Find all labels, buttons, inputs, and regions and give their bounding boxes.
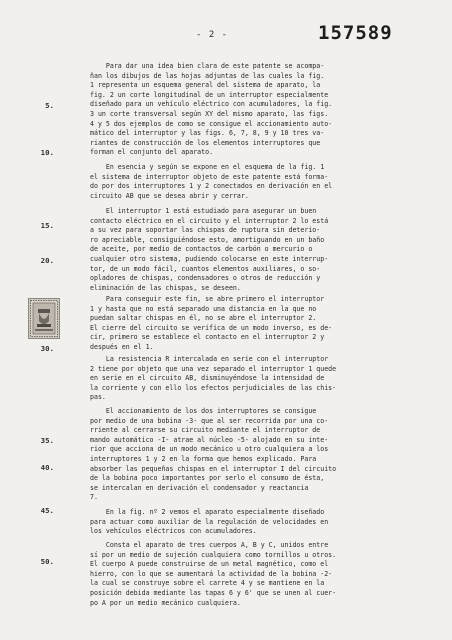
line-number-30: 30. bbox=[40, 344, 54, 353]
line-number-35: 35. bbox=[40, 436, 54, 445]
paragraph-5: La resistencia R intercalada en serie con el interruptor 2 tiene por objeto que una vez separado el interruptor 1 quede en serie en el circuito AB, disminuyéndose la intensidad de la corriente y con ello los efectos perjudiciales de las chis- pas. bbox=[90, 355, 337, 402]
page-number: - 2 - bbox=[196, 30, 229, 40]
line-number-10: 10. bbox=[40, 148, 54, 157]
paragraph-7: En la fig. nº 2 vemos el aparato especialmente diseñado para actuar como auxiliar de la regulación de velocidades en los vehículos eléctricos con acumuladores. bbox=[90, 508, 329, 536]
line-number-20: 20. bbox=[40, 256, 54, 265]
paragraph-4: Para conseguir este fin, se abre primero el interruptor 1 y hasta que no está separado una distancia en la que no puedan saltar chispas en él, no se abre el interruptor 2. El cierre del circuito se verifica de un modo inverso, es de- cir, primero se establece el contacto en el interruptor 2 y después en el 1. bbox=[90, 295, 333, 351]
paragraph-6: El accionamiento de los dos interruptores se consigue por medio de una bobina -3- que al ser recorrida por una co- rriente al cerrarse su circuito mediante el interruptor de mando automático -I- atrae al núcleo -5- alojado en su inte- rior que acciona de un modo mecánico u otro cualquiera a los interruptores 1 y 2 en la forma que hemos explicado. Para absorber las pequeñas chispas en el interruptor I del circuito de la bobina poco importantes por serlo el consumo de ésta, se intercalan en derivación el condensador y reactancia 7. bbox=[90, 407, 337, 502]
document-number: 157589 bbox=[318, 22, 393, 44]
line-number-5: 5. bbox=[45, 101, 54, 110]
line-number-15: 15. bbox=[40, 221, 54, 230]
line-number-40: 40. bbox=[40, 463, 54, 472]
stamp-image bbox=[29, 299, 59, 338]
paragraph-1: Para dar una idea bien clara de este patente se acompa- ñan los dibujos de las hojas adjuntas de las cuales la fig. 1 representa un esquema general del sistema de aparato, la fig. 2 un corte longitudinal de un interruptor especialmente diseñado para un vehículo eléctrico con acumuladores, la fig. 3 un corte transversal según XY del mismo aparato, las figs. 4 y 5 dos ejemplos de como se consigue el accionamiento auto- mático del interruptor y las figs. 6, 7, 8, 9 y 10 tres va- riantes de construcción de los elementos interruptores que forman el conjunto del aparato. bbox=[90, 62, 333, 157]
paragraph-8: Consta el aparato de tres cuerpos A, B y C, unidos entre sí por un medio de sujeción cualquiera como tornillos u otros. El cuerpo A puede construirse de un metal magnético, como el hierro, con lo que se aumentará la actividad de la bobina -2- la cual se construye sobre el carrete 4 y se mantiene en la posición debida mediante las tapas 6 y 6' que se unen al cuer- po A por un medio mecánico cualquiera. bbox=[90, 541, 337, 607]
revenue-stamp bbox=[28, 298, 60, 339]
line-number-45: 45. bbox=[40, 506, 54, 515]
paragraph-2: En esencia y según se expone en el esquema de la fig. 1 el sistema de interruptor objeto de este patente está forma- do por dos interruptores 1 y 2 conectados en derivación en el circuito AB que se desea abrir y cerrar. bbox=[90, 163, 333, 200]
line-number-50: 50. bbox=[40, 557, 54, 566]
paragraph-3: El interruptor 1 está estudiado para asegurar un buen contacto eléctrico en el circuito y el interruptor 2 lo está a su vez para soportar las chispas de ruptura sin deterio- ro apreciable, consiguiéndose esto, amortiguando en un baño de aceite, por medio de contactos de carbón o mercurio o cualquier otro sistema, pudiendo colocarse en este interrup- tor, de un modo fácil, cuantos elementos auxiliares, o so- opladores de chispas, condensadores o otros de reducción y eliminación de las chispas, se deseen. bbox=[90, 207, 329, 292]
